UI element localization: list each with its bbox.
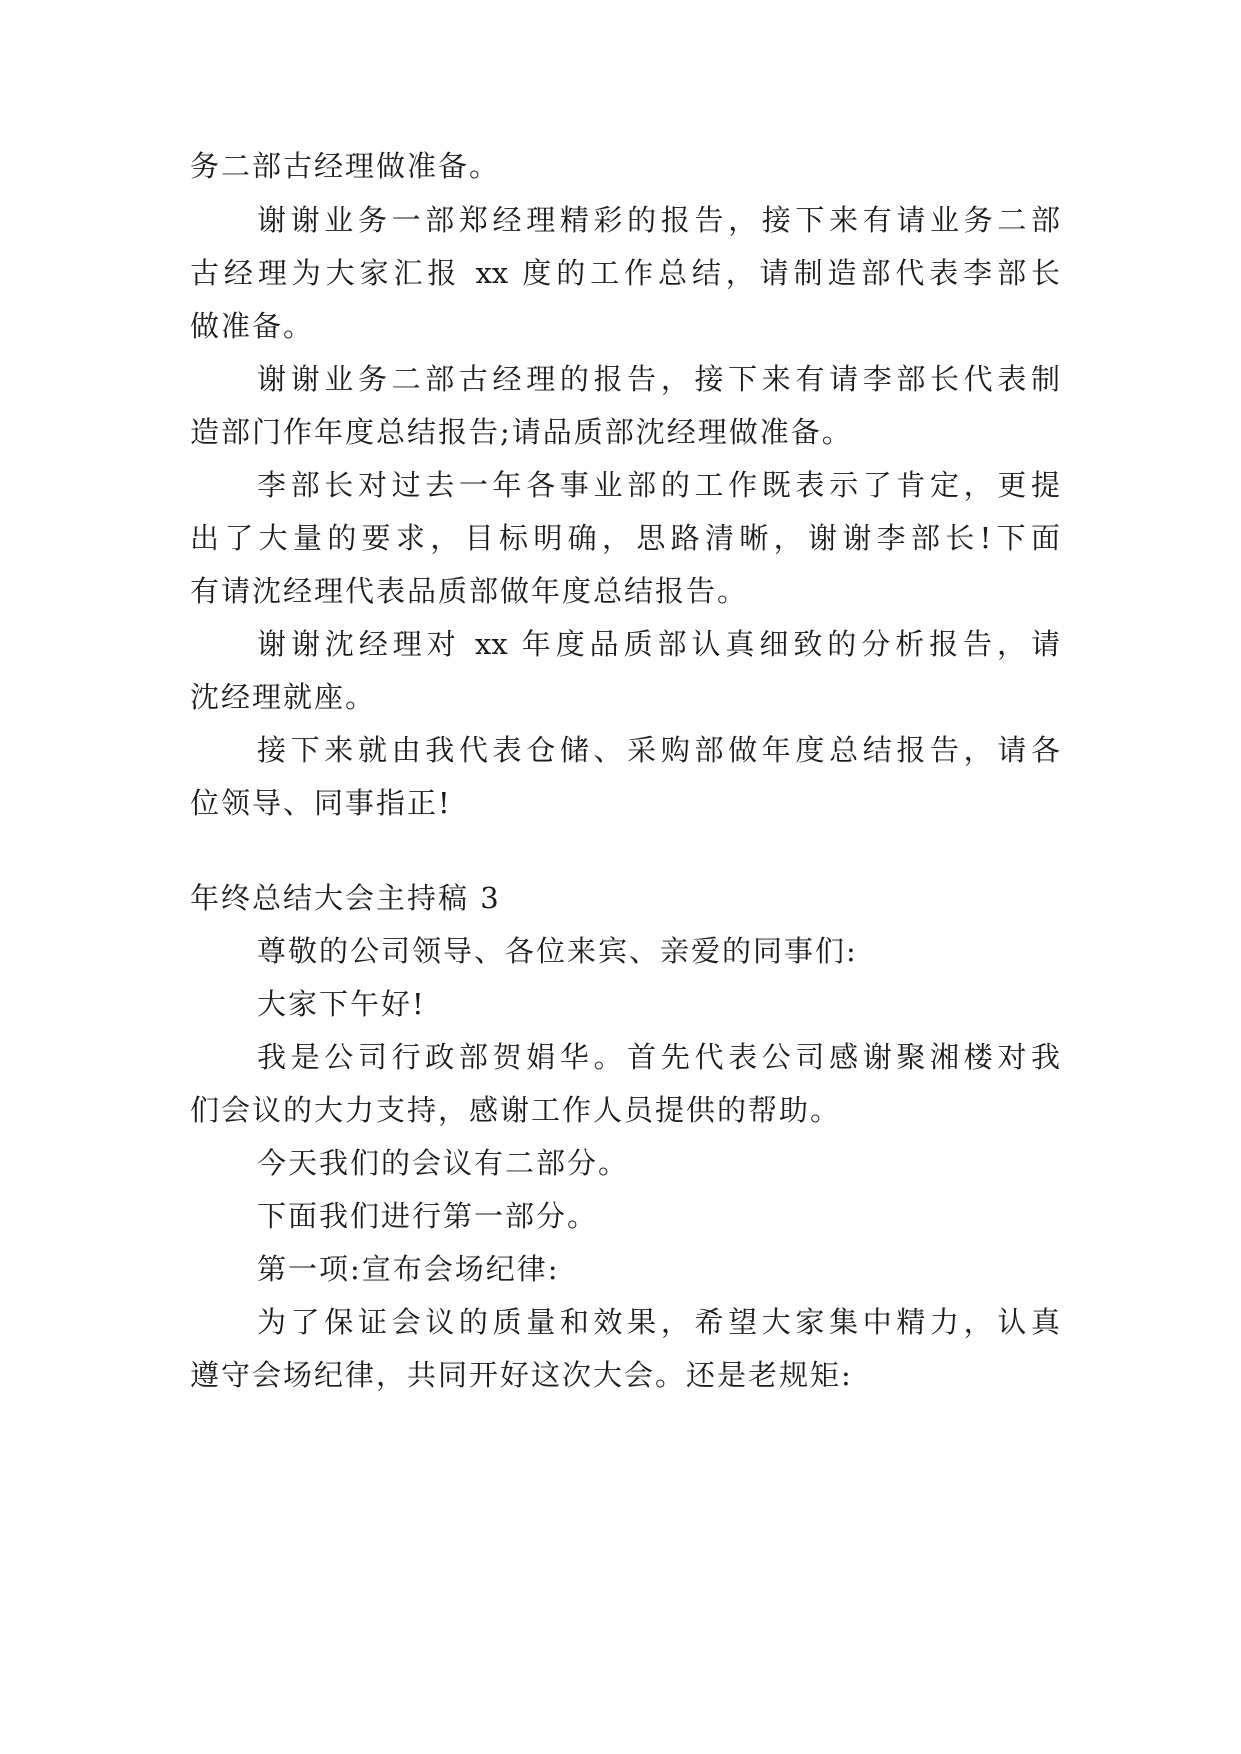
text-line: 务二部古经理做准备。 — [190, 149, 501, 183]
text-line: 出了大量的要求，目标明确，思路清晰，谢谢李部长!下面 — [190, 521, 1060, 555]
paragraph-line: 尊敬的公司领导、各位来宾、亲爱的同事们: — [257, 934, 858, 968]
paragraph-line: 接下来就由我代表仓储、采购部做年度总结报告，请各 — [257, 733, 1060, 767]
paragraph-line: 下面我们进行第一部分。 — [257, 1199, 599, 1233]
text-line: 有请沈经理代表品质部做年度总结报告。 — [190, 574, 749, 608]
text-line: 遵守会场纪律，共同开好这次大会。还是老规矩: — [190, 1358, 853, 1392]
paragraph-line: 李部长对过去一年各事业部的工作既表示了肯定，更提 — [257, 468, 1060, 502]
text-line: 们会议的大力支持，感谢工作人员提供的帮助。 — [190, 1093, 842, 1127]
text-line: 位领导、同事指正! — [190, 786, 452, 820]
paragraph-line: 为了保证会议的质量和效果，希望大家集中精力，认真 — [257, 1305, 1060, 1339]
text-line: 古经理为大家汇报 xx 度的工作总结，请制造部代表李部长 — [190, 256, 1060, 290]
paragraph-line: 我是公司行政部贺娟华。首先代表公司感谢聚湘楼对我 — [257, 1040, 1060, 1074]
paragraph-line: 谢谢业务二部古经理的报告，接下来有请李部长代表制 — [257, 362, 1060, 396]
paragraph-line: 谢谢业务一部郑经理精彩的报告，接下来有请业务二部 — [257, 203, 1060, 237]
paragraph-line: 第一项:宣布会场纪律: — [257, 1252, 560, 1286]
section-heading: 年终总结大会主持稿 3 — [190, 881, 501, 915]
text-line: 造部门作年度总结报告;请品质部沈经理做准备。 — [190, 415, 853, 449]
paragraph-line: 谢谢沈经理对 xx 年度品质部认真细致的分析报告，请 — [257, 627, 1060, 661]
text-line: 沈经理就座。 — [190, 680, 377, 714]
paragraph-line: 大家下午好! — [257, 987, 426, 1021]
paragraph-line: 今天我们的会议有二部分。 — [257, 1146, 630, 1180]
text-line: 做准备。 — [190, 309, 315, 343]
